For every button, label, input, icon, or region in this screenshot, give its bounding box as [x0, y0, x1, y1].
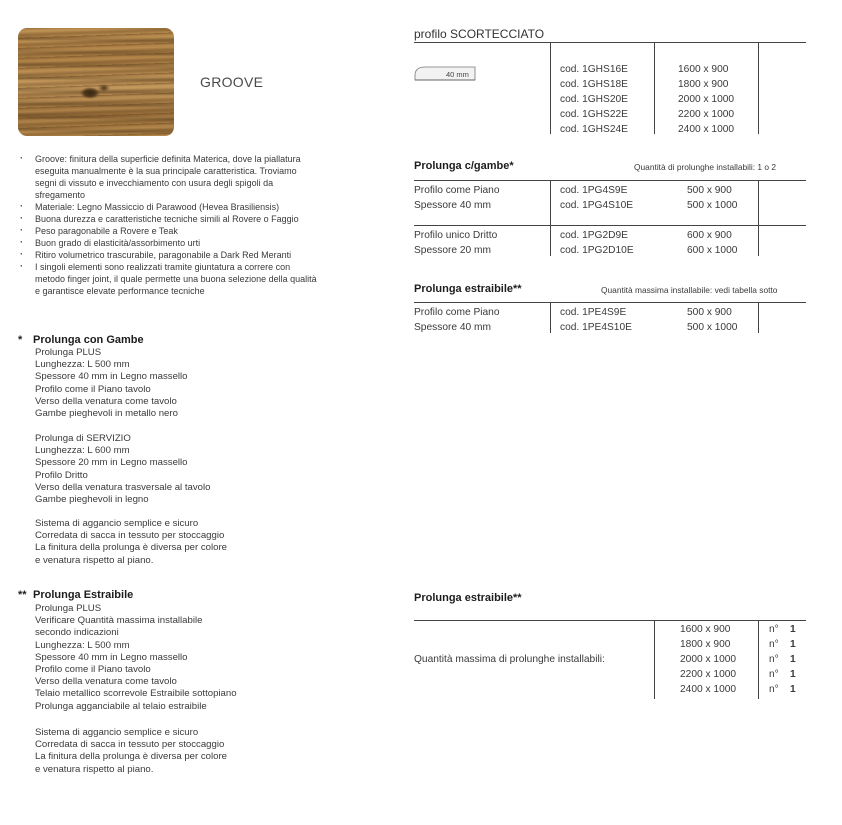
- profile-thickness-label: 40 mm: [446, 70, 469, 79]
- cod-cell: cod. 1GHS16E: [560, 64, 628, 75]
- note-line: Prolunga PLUS: [35, 603, 102, 614]
- size-cell: 2200 x 1000: [678, 109, 735, 120]
- column-divider: [758, 181, 759, 256]
- cod-cell: cod. 1GHS18E: [560, 79, 628, 90]
- n-cell: n°: [769, 624, 779, 635]
- n-cell: n°: [769, 639, 779, 650]
- description-item: · I singoli elementi sono realizzati tramite giuntatura a correre con metodo finger joint, il quale permette una buona selezione della qualità e garantisce elevate performance tecniche: [20, 261, 320, 297]
- note-line: Sistema di aggancio semplice e sicuro: [35, 727, 199, 738]
- note-line: e venatura rispetto al piano.: [35, 763, 154, 775]
- extract-desc: [414, 305, 500, 335]
- max-table-label: Quantità massima di prolunghe installabili:: [414, 654, 605, 665]
- cod-cell: cod. 1GHS24E: [560, 124, 628, 135]
- size-cell: 1600 x 900: [680, 624, 731, 635]
- n-cell: n°: [769, 654, 779, 665]
- max-table-title: Prolunga estraibile**: [414, 592, 522, 604]
- note-line: Prolunga PLUS: [35, 347, 102, 358]
- note-line: Prolunga di SERVIZIO: [35, 433, 131, 444]
- note-line: Profilo Dritto: [35, 469, 88, 481]
- note-line: Lunghezza: L 600 mm: [35, 445, 130, 457]
- desc-line: Profilo come Piano: [414, 307, 500, 318]
- desc-line: Profilo unico Dritto: [414, 230, 498, 241]
- cod-cell: cod. 1PE4S9E: [560, 307, 627, 318]
- note-line: Spessore 40 mm in Legno massello: [35, 371, 188, 383]
- legs-group-2-desc: [414, 228, 497, 258]
- note-line: Lunghezza: L 500 mm: [35, 639, 130, 651]
- qty-cell: 1: [790, 669, 796, 680]
- description-item: · Groove: finitura della superficie definita Materica, dove la piallatura eseguita manualmente è la sua principale caratteristica. Troviamo segni di vissuto e invecchiamento con usura degli spigoli da sfregamento: [20, 153, 320, 201]
- column-divider: [758, 621, 759, 699]
- size-cell: 2400 x 1000: [678, 124, 735, 135]
- table-rule: [414, 225, 806, 226]
- finish-name: GROOVE: [200, 74, 264, 90]
- column-divider: [654, 43, 655, 134]
- legs-group-1-cods: [560, 183, 633, 213]
- size-cell: 500 x 1000: [687, 200, 738, 211]
- legs-table-note: Quantità di prolunghe installabili: 1 o 2: [634, 162, 777, 172]
- description-item: · Ritiro volumetrico trascurabile, paragonabile a Dark Red Meranti: [20, 249, 320, 261]
- legs-group-1-sizes: [687, 183, 737, 213]
- note-line: Lunghezza: L 500 mm: [35, 359, 130, 371]
- note-line: Verso della venatura trasversale al tavolo: [35, 481, 211, 493]
- size-cell: 2400 x 1000: [680, 684, 737, 695]
- cod-cell: cod. 1PG2D9E: [560, 230, 628, 241]
- description-item: · Buon grado di elasticità/assorbimento urti: [20, 237, 320, 249]
- cod-cell: cod. 1PG4S9E: [560, 185, 628, 196]
- qty-cell: 1: [790, 654, 796, 665]
- note-line: Spessore 20 mm in Legno massello: [35, 457, 188, 469]
- description-list: [20, 153, 320, 297]
- legs-group-2-sizes: [687, 228, 737, 258]
- size-cell: 500 x 1000: [687, 322, 738, 333]
- note-line: Gambe pieghevoli in metallo nero: [35, 408, 178, 420]
- size-cell: 1600 x 900: [678, 64, 729, 75]
- n-cell: n°: [769, 684, 779, 695]
- footnote-marker: **: [18, 589, 27, 601]
- qty-cell: 1: [790, 624, 796, 635]
- note-line: Verso della venatura come tavolo: [35, 395, 177, 407]
- extract-notes-block-1: [35, 603, 295, 713]
- note-line: La finitura della prolunga è diversa per colore: [35, 542, 227, 554]
- max-qty-column: [790, 622, 796, 697]
- note-line: Profilo come il Piano tavolo: [35, 664, 151, 676]
- description-item: · Buona durezza e caratteristiche tecniche simili al Rovere o Faggio: [20, 213, 320, 225]
- size-cell: 500 x 900: [687, 307, 732, 318]
- description-item: · Peso paragonabile a Rovere e Teak: [20, 225, 320, 237]
- note-line: Sistema di aggancio semplice e sicuro: [35, 518, 199, 529]
- cod-cell: cod. 1PE4S10E: [560, 322, 632, 333]
- size-cell: 2000 x 1000: [678, 94, 735, 105]
- column-divider: [758, 43, 759, 134]
- size-cell: 2000 x 1000: [680, 654, 737, 665]
- legs-notes-block-1: [35, 347, 295, 420]
- column-divider: [654, 621, 655, 699]
- max-size-column: [680, 622, 736, 697]
- desc-line: Spessore 20 mm: [414, 245, 492, 256]
- note-line: Gambe pieghevoli in legno: [35, 494, 149, 506]
- qty-cell: 1: [790, 684, 796, 695]
- legs-notes-title: Prolunga con Gambe: [33, 334, 144, 346]
- note-line: La finitura della prolunga è diversa per colore: [35, 751, 227, 763]
- extract-notes-heading: [18, 589, 133, 601]
- qty-cell: 1: [790, 639, 796, 650]
- extract-table-note: Quantità massima installabile: vedi tabella sotto: [601, 285, 778, 295]
- table-rule: [414, 180, 806, 181]
- cod-cell: cod. 1PG4S10E: [560, 200, 634, 211]
- extract-notes-block-2: [35, 727, 295, 776]
- note-line: Prolunga agganciabile al telaio estraibile: [35, 700, 207, 712]
- legs-notes-block-3: [35, 518, 295, 567]
- column-divider: [550, 303, 551, 333]
- note-line: Profilo come il Piano tavolo: [35, 383, 151, 395]
- table-rule: [414, 42, 806, 43]
- size-cell: 600 x 900: [687, 230, 732, 241]
- desc-line: Spessore 40 mm: [414, 322, 492, 333]
- legs-notes-heading: [18, 334, 144, 346]
- column-divider: [550, 181, 551, 256]
- size-cell: 2200 x 1000: [680, 669, 737, 680]
- desc-line: Profilo come Piano: [414, 185, 500, 196]
- cod-cell: cod. 1GHS20E: [560, 94, 628, 105]
- note-line: Corredata di sacca in tessuto per stoccaggio: [35, 530, 225, 542]
- note-line: Verso della venatura come tavolo: [35, 676, 177, 688]
- legs-notes-block-2: [35, 433, 295, 506]
- note-line: Verificare Quantità massima installabile: [35, 615, 203, 627]
- note-line: e venatura rispetto al piano.: [35, 554, 154, 566]
- note-line: secondo indicazioni: [35, 627, 119, 639]
- extract-cods: [560, 305, 632, 335]
- description-item: · Materiale: Legno Massiccio di Parawood (Hevea Brasiliensis): [20, 201, 320, 213]
- size-cell: 600 x 1000: [687, 245, 738, 256]
- n-cell: n°: [769, 669, 779, 680]
- cod-cell: cod. 1PG2D10E: [560, 245, 634, 256]
- note-line: Telaio metallico scorrevole Estraibile sottopiano: [35, 688, 237, 700]
- groove-wood-swatch: [18, 28, 174, 136]
- desc-line: Spessore 40 mm: [414, 200, 492, 211]
- size-cell: 1800 x 900: [680, 639, 731, 650]
- profile-cod-column: [560, 62, 628, 137]
- max-n-column: [769, 622, 779, 697]
- note-line: Corredata di sacca in tessuto per stoccaggio: [35, 739, 225, 751]
- cod-cell: cod. 1GHS22E: [560, 109, 628, 120]
- extract-sizes: [687, 305, 737, 335]
- legs-group-2-cods: [560, 228, 634, 258]
- column-divider: [758, 303, 759, 333]
- table-rule: [414, 302, 806, 303]
- profile-size-column: [678, 62, 734, 137]
- note-line: Spessore 40 mm in Legno massello: [35, 651, 188, 663]
- size-cell: 1800 x 900: [678, 79, 729, 90]
- legs-table-title: Prolunga c/gambe*: [414, 160, 514, 172]
- legs-group-1-desc: [414, 183, 500, 213]
- profile-table-title: profilo SCORTECCIATO: [414, 27, 545, 41]
- footnote-marker: *: [18, 334, 23, 346]
- column-divider: [550, 43, 551, 134]
- extract-notes-title: Prolunga Estraibile: [33, 589, 134, 601]
- table-rule: [414, 620, 806, 621]
- size-cell: 500 x 900: [687, 185, 732, 196]
- extract-table-title: Prolunga estraibile**: [414, 283, 522, 295]
